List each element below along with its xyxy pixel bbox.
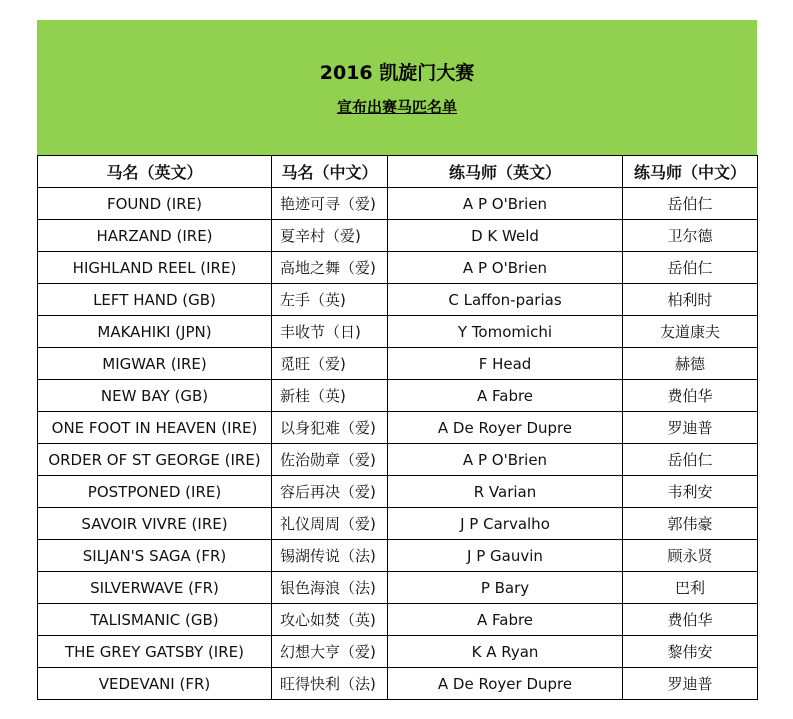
header-trainer-en: 练马师（英文） bbox=[388, 156, 623, 188]
trainer-en: A P O'Brien bbox=[388, 444, 623, 476]
horse-name-en: MIGWAR (IRE) bbox=[38, 348, 272, 380]
horse-name-en: MAKAHIKI (JPN) bbox=[38, 316, 272, 348]
horse-name-cn: 夏辛村（爱) bbox=[272, 220, 388, 252]
header-horse-cn: 马名（中文） bbox=[272, 156, 388, 188]
table-row bbox=[38, 476, 758, 508]
trainer-en: A Fabre bbox=[388, 604, 623, 636]
table-row bbox=[38, 444, 758, 476]
table-row bbox=[38, 348, 758, 380]
horse-name-cn: 左手（英) bbox=[272, 284, 388, 316]
trainer-cn: 岳伯仁 bbox=[623, 444, 758, 476]
horse-name-en: SAVOIR VIVRE (IRE) bbox=[38, 508, 272, 540]
trainer-cn: 赫德 bbox=[623, 348, 758, 380]
trainer-en: A De Royer Dupre bbox=[388, 668, 623, 700]
trainer-en: A P O'Brien bbox=[388, 252, 623, 284]
horse-name-en: POSTPONED (IRE) bbox=[38, 476, 272, 508]
horse-name-en: NEW BAY (GB) bbox=[38, 380, 272, 412]
horse-name-cn: 以身犯难（爱) bbox=[272, 412, 388, 444]
horse-name-cn: 银色海浪（法) bbox=[272, 572, 388, 604]
trainer-en: C Laffon-parias bbox=[388, 284, 623, 316]
trainer-cn: 柏利时 bbox=[623, 284, 758, 316]
trainer-en: K A Ryan bbox=[388, 636, 623, 668]
horse-name-cn: 丰收节（日) bbox=[272, 316, 388, 348]
trainer-cn: 黎伟安 bbox=[623, 636, 758, 668]
trainer-en: P Bary bbox=[388, 572, 623, 604]
horse-name-en: HIGHLAND REEL (IRE) bbox=[38, 252, 272, 284]
horse-name-cn: 攻心如焚（英) bbox=[272, 604, 388, 636]
horse-name-cn: 旺得快利（法) bbox=[272, 668, 388, 700]
table-row bbox=[38, 508, 758, 540]
horse-name-en: ORDER OF ST GEORGE (IRE) bbox=[38, 444, 272, 476]
horse-name-cn: 锡湖传说（法) bbox=[272, 540, 388, 572]
trainer-cn: 韦利安 bbox=[623, 476, 758, 508]
table-row bbox=[38, 412, 758, 444]
trainer-cn: 顾永贤 bbox=[623, 540, 758, 572]
horse-name-en: TALISMANIC (GB) bbox=[38, 604, 272, 636]
trainer-en: A De Royer Dupre bbox=[388, 412, 623, 444]
runners-table bbox=[37, 155, 758, 700]
page-title: 2016 凯旋门大赛 bbox=[319, 62, 475, 84]
horse-name-cn: 艳迹可寻（爱) bbox=[272, 188, 388, 220]
table-row bbox=[38, 636, 758, 668]
trainer-cn: 岳伯仁 bbox=[623, 252, 758, 284]
table-header-row bbox=[38, 156, 758, 188]
table-row bbox=[38, 572, 758, 604]
trainer-cn: 巴利 bbox=[623, 572, 758, 604]
horse-name-en: SILVERWAVE (FR) bbox=[38, 572, 272, 604]
trainer-en: R Varian bbox=[388, 476, 623, 508]
horse-name-en: FOUND (IRE) bbox=[38, 188, 272, 220]
trainer-cn: 郭伟豪 bbox=[623, 508, 758, 540]
horse-name-cn: 新桂（英) bbox=[272, 380, 388, 412]
table-row bbox=[38, 380, 758, 412]
horse-name-cn: 礼仪周周（爱) bbox=[272, 508, 388, 540]
trainer-cn: 罗迪普 bbox=[623, 668, 758, 700]
horse-name-en: LEFT HAND (GB) bbox=[38, 284, 272, 316]
table-row bbox=[38, 220, 758, 252]
horse-name-en: HARZAND (IRE) bbox=[38, 220, 272, 252]
trainer-cn: 岳伯仁 bbox=[623, 188, 758, 220]
trainer-en: A P O'Brien bbox=[388, 188, 623, 220]
table-row bbox=[38, 604, 758, 636]
page-subtitle: 宣布出赛马匹名单 bbox=[336, 98, 457, 116]
horse-name-en: THE GREY GATSBY (IRE) bbox=[38, 636, 272, 668]
table-row bbox=[38, 668, 758, 700]
trainer-cn: 友道康夫 bbox=[623, 316, 758, 348]
table-row bbox=[38, 540, 758, 572]
horse-name-cn: 幻想大亨（爱) bbox=[272, 636, 388, 668]
horse-name-en: SILJAN'S SAGA (FR) bbox=[38, 540, 272, 572]
table-row bbox=[38, 252, 758, 284]
table-row bbox=[38, 188, 758, 220]
horse-name-cn: 觅旺（爱) bbox=[272, 348, 388, 380]
trainer-en: A Fabre bbox=[388, 380, 623, 412]
trainer-cn: 费伯华 bbox=[623, 380, 758, 412]
horse-name-en: VEDEVANI (FR) bbox=[38, 668, 272, 700]
trainer-cn: 罗迪普 bbox=[623, 412, 758, 444]
trainer-en: D K Weld bbox=[388, 220, 623, 252]
subtitle-wrap bbox=[37, 96, 757, 117]
trainer-en: F Head bbox=[388, 348, 623, 380]
horse-name-en: ONE FOOT IN HEAVEN (IRE) bbox=[38, 412, 272, 444]
trainer-en: J P Gauvin bbox=[388, 540, 623, 572]
horse-name-cn: 高地之舞（爱) bbox=[272, 252, 388, 284]
horse-name-cn: 佐治勋章（爱) bbox=[272, 444, 388, 476]
trainer-cn: 卫尔德 bbox=[623, 220, 758, 252]
header-horse-en: 马名（英文） bbox=[38, 156, 272, 188]
table-row bbox=[38, 316, 758, 348]
table-row bbox=[38, 284, 758, 316]
trainer-en: J P Carvalho bbox=[388, 508, 623, 540]
horse-name-cn: 容后再决（爱) bbox=[272, 476, 388, 508]
trainer-en: Y Tomomichi bbox=[388, 316, 623, 348]
title-banner bbox=[37, 20, 757, 155]
trainer-cn: 费伯华 bbox=[623, 604, 758, 636]
header-trainer-cn: 练马师（中文） bbox=[623, 156, 758, 188]
